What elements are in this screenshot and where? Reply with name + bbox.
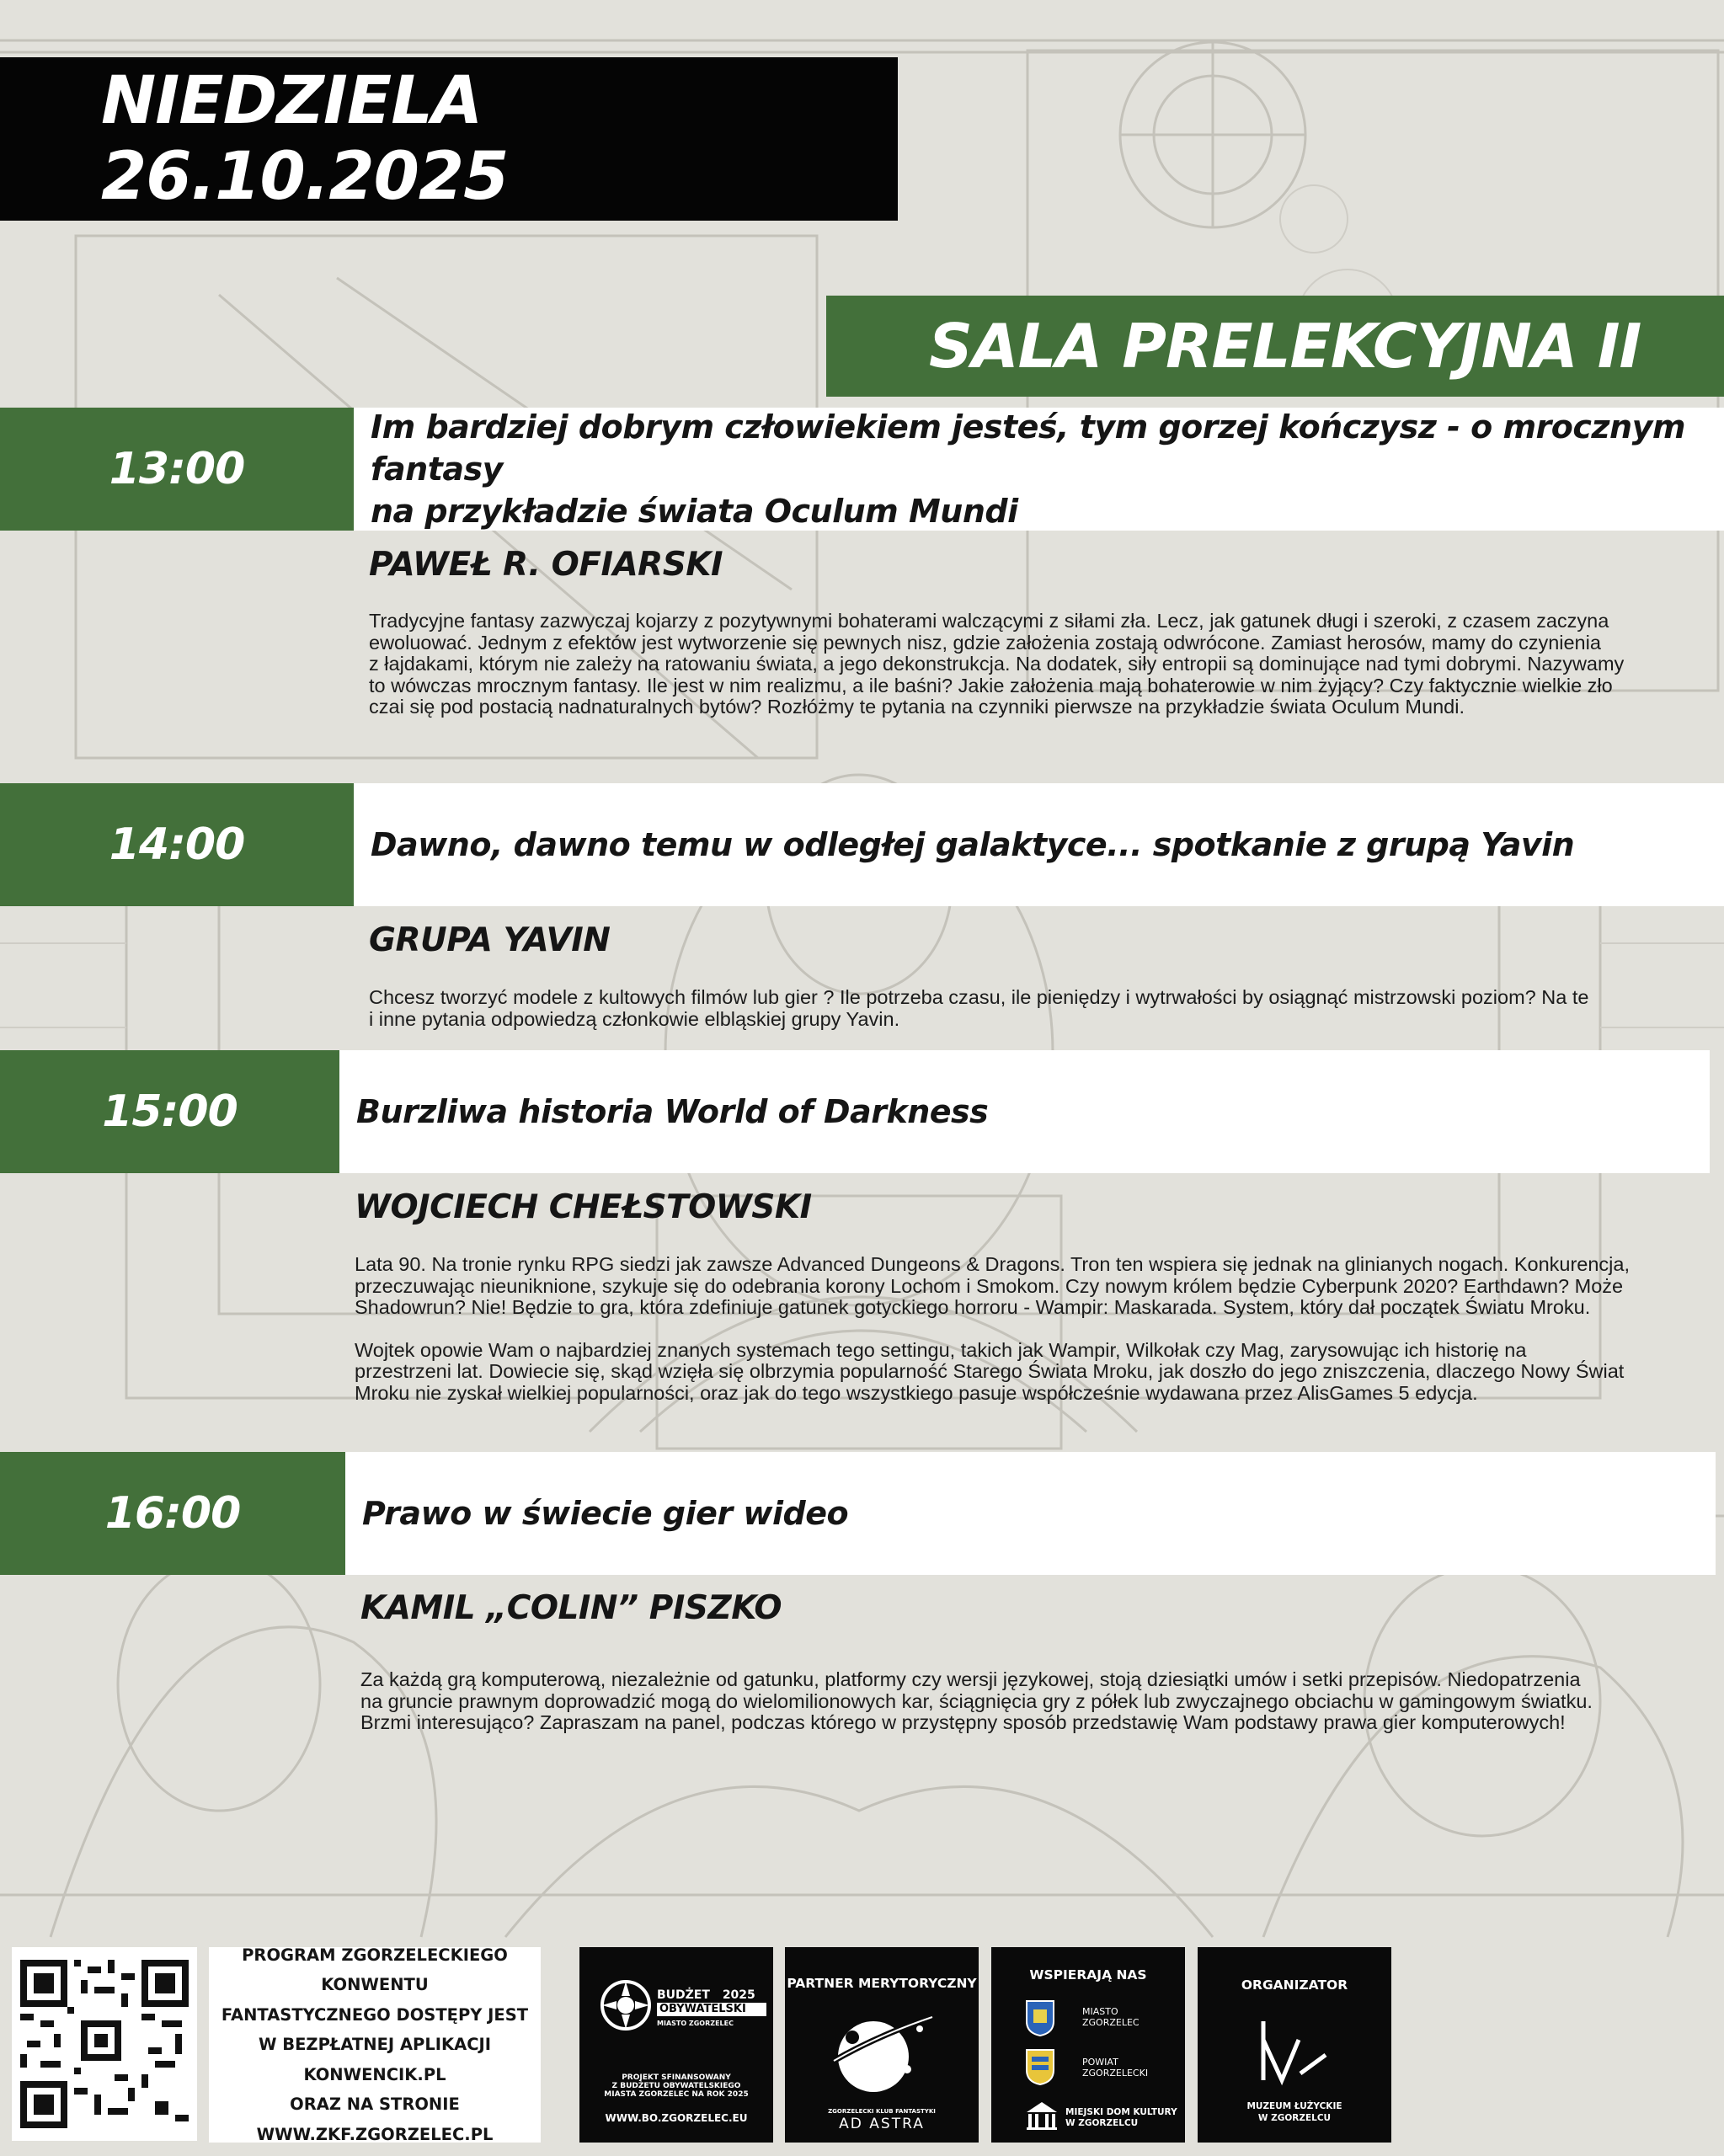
speaker-name: KAMIL „COLIN” PISZKO bbox=[360, 1589, 782, 1627]
info-line: W BEZPŁATNEJ APLIKACJI bbox=[258, 2035, 492, 2055]
event-title bbox=[345, 1452, 1716, 1575]
event-title-line: Dawno, dawno temu w odległej galaktyce... spotkanie z grupą Yavin bbox=[371, 826, 1575, 863]
event-description bbox=[369, 987, 1700, 1030]
event-description bbox=[369, 611, 1700, 718]
event-title bbox=[339, 1050, 1710, 1173]
info-line: PROGRAM ZGORZELECKIEGO KONWENTU bbox=[242, 1945, 508, 1995]
budget-year: 2025 bbox=[722, 1988, 755, 2002]
county-crest-icon bbox=[1025, 2048, 1055, 2085]
qr-code-icon bbox=[20, 1960, 189, 2128]
support-county bbox=[1082, 2057, 1148, 2079]
support-line: ZGORZELEC bbox=[1082, 2017, 1140, 2028]
organizer bbox=[1198, 1947, 1391, 2143]
budget-note-line: MIASTA ZGORZELEC NA ROK 2025 bbox=[604, 2090, 749, 2099]
organizer-title: ORGANIZATOR bbox=[1241, 1977, 1348, 1993]
budget-city: MIASTO ZGORZELEC bbox=[657, 2020, 734, 2027]
event-title bbox=[354, 783, 1724, 906]
organizer-line: W ZGORZELCU bbox=[1257, 2113, 1332, 2123]
description-line: Chcesz tworzyć modele z kultowych filmów lub gier ? Ile potrzeba czasu, ile pieniędzy i wytrwałości by osiągnąć mistrzowski poziom? Na te bbox=[369, 986, 1589, 1008]
event-time: 13:00 bbox=[0, 408, 354, 531]
museum-logo-icon bbox=[1257, 2015, 1332, 2090]
event-title-line: Burzliwa historia World of Darkness bbox=[356, 1093, 989, 1130]
event-description bbox=[360, 1669, 1708, 1734]
city-crest-icon bbox=[1025, 1999, 1055, 2036]
ad-astra-logo-icon bbox=[827, 2010, 937, 2103]
event-title-line: na przykładzie świata Oculum Mundi bbox=[371, 493, 1018, 530]
event-time: 16:00 bbox=[0, 1452, 345, 1575]
support-line: POWIAT bbox=[1082, 2057, 1118, 2068]
organizer-line: MUZEUM ŁUŻYCKIE bbox=[1246, 2101, 1342, 2111]
budget-word: BUDŻET bbox=[657, 1988, 710, 2002]
support-sponsors bbox=[991, 1947, 1185, 2143]
event-title bbox=[354, 408, 1724, 531]
support-culture bbox=[1065, 2107, 1177, 2129]
app-info bbox=[209, 1947, 541, 2143]
event-description bbox=[355, 1254, 1702, 1404]
event-time: 14:00 bbox=[0, 783, 354, 906]
info-link-konwencik[interactable]: KONWENCIK.PL bbox=[303, 2064, 446, 2084]
support-line: ZGORZELECKI bbox=[1082, 2068, 1149, 2079]
partner-club-line: ZGORZELECKI KLUB FANTASTYKI bbox=[828, 2108, 936, 2115]
partner-sponsor bbox=[785, 1947, 979, 2143]
organizer-name bbox=[1198, 2100, 1391, 2124]
description-line: przeczuwając nieuniknione, szykuje się do odebrania korony Lochom i Smokom. Czy nowym królem będzie Cyberpunk 2020? Earthdawn? Może bbox=[355, 1274, 1624, 1297]
partner-club-name: AD ASTRA bbox=[839, 2116, 925, 2132]
speaker-name: PAWEŁ R. OFIARSKI bbox=[369, 546, 723, 584]
budget-note-line: PROJEKT SFINANSOWANY bbox=[622, 2073, 731, 2082]
description-line: Za każdą grą komputerową, niezależnie od gatunku, platformy czy wersji językowej, stoją dziesiątki umów i setki przepisów. Niedopatrzenia bbox=[360, 1668, 1581, 1690]
description-line: Shadowrun? Nie! Będzie to gra, która zdefiniuje gatunek gotyckiego horroru - Wampir: Maskarada. System, który dał początek Światu Mroku. bbox=[355, 1296, 1591, 1318]
cultural-center-icon bbox=[1025, 2100, 1059, 2131]
description-line: Mroku nie zyskał wielkiej popularności, oraz jak do tego wszystkiego pasuje współcześnie wydawana przez AlisGames 5 edycja. bbox=[355, 1381, 1478, 1404]
budget-logo-text bbox=[657, 1989, 766, 2030]
description-line: Brzmi interesująco? Zapraszam na panel, podczas którego w przystępny sposób przedstawię Wam podstawy prawa gier komputerowych! bbox=[360, 1711, 1566, 1733]
speaker-name: GRUPA YAVIN bbox=[369, 921, 611, 959]
budget-note bbox=[579, 2073, 773, 2099]
budget-obywatelski: OBYWATELSKI bbox=[657, 2003, 766, 2016]
paragraph-gap bbox=[355, 1319, 1702, 1340]
description-line: Lata 90. Na tronie rynku RPG siedzi jak zawsze Advanced Dungeons & Dragons. Tron ten wspiera się jednak na glinianych nogach. Konkurencja, bbox=[355, 1253, 1631, 1275]
partner-title: PARTNER MERYTORYCZNY bbox=[787, 1976, 977, 1991]
date-header: NIEDZIELA 26.10.2025 bbox=[0, 57, 898, 221]
budget-url[interactable]: WWW.BO.ZGORZELEC.EU bbox=[605, 2112, 748, 2124]
description-line: Wojtek opowie Wam o najbardziej znanych systemach tego settingu, takich jak Wampir, Wilkołak czy Mag, zarysowując ich historię na bbox=[355, 1338, 1527, 1361]
support-city bbox=[1082, 2006, 1140, 2028]
event-title-line: Prawo w świecie gier wideo bbox=[362, 1495, 849, 1532]
support-title: WSPIERAJĄ NAS bbox=[1029, 1967, 1147, 1983]
info-link-website[interactable]: WWW.ZKF.ZGORZELEC.PL bbox=[256, 2124, 494, 2144]
speaker-name: WOJCIECH CHEŁSTOWSKI bbox=[355, 1188, 812, 1226]
description-line: przestrzeni lat. Dowiecie się, skąd wzięła się olbrzymia popularność Starego Świata Mroku, jak doszło do jego zniszczenia, dlaczego Nowy Świat bbox=[355, 1360, 1625, 1382]
support-line: MIEJSKI DOM KULTURY bbox=[1065, 2107, 1177, 2117]
description-line: i inne pytania odpowiedzą członkowie elbląskiej grupy Yavin. bbox=[369, 1007, 900, 1030]
support-line: MIASTO bbox=[1082, 2006, 1118, 2017]
budget-note-line: Z BUDŻETU OBYWATELSKIEGO bbox=[611, 2082, 741, 2090]
info-line: ORAZ NA STRONIE bbox=[290, 2095, 460, 2115]
budget-logo-icon bbox=[600, 1979, 652, 2031]
description-line: ewoluować. Jednym z efektów jest wytworzenie się pewnych nisz, gdzie założenia zostają odwrócone. Zamiast herosów, mamy do czynienia bbox=[369, 631, 1601, 654]
description-line: to wówczas mrocznym fantasy. Ile jest w nim realizmu, a ile baśni? Jakie założenia mają bohaterowie w nim żyjący? Czy faktycznie wielkie zło bbox=[369, 674, 1613, 696]
description-line: na gruncie prawnym doprowadzić mogą do wielomilionowych kar, ściągnięcia gry z półek lub zwyczajnego obciachu w gamingowym światku. bbox=[360, 1689, 1593, 1712]
event-time: 15:00 bbox=[0, 1050, 339, 1173]
room-header: SALA PRELEKCYJNA II bbox=[826, 296, 1724, 397]
budget-sponsor bbox=[579, 1947, 773, 2143]
description-line: z łajdakami, którym nie zależy na ratowaniu świata, a jego dekonstrukcja. Na dodatek, siły entropii są dominujące nad tymi dobrymi. Nazywamy bbox=[369, 653, 1625, 675]
support-line: W ZGORZELCU bbox=[1065, 2118, 1139, 2128]
description-line: czai się pod postacią nadnaturalnych bytów? Rozłóżmy te pytania na czynniki pierwsze na przykładzie świata Oculum Mundi. bbox=[369, 696, 1465, 718]
description-line: Tradycyjne fantasy zazwyczaj kojarzy z pozytywnymi bohaterami walczącymi z siłami zła. Lecz, jak gatunek długi i szeroki, z czasem zaczyna bbox=[369, 610, 1609, 632]
event-title-line: Im bardziej dobrym człowiekiem jesteś, tym gorzej kończysz - o mrocznym fantasy bbox=[371, 408, 1685, 488]
info-line: FANTASTYCZNEGO DOSTĘPY JEST bbox=[221, 2004, 529, 2025]
qr-code[interactable] bbox=[12, 1947, 197, 2141]
